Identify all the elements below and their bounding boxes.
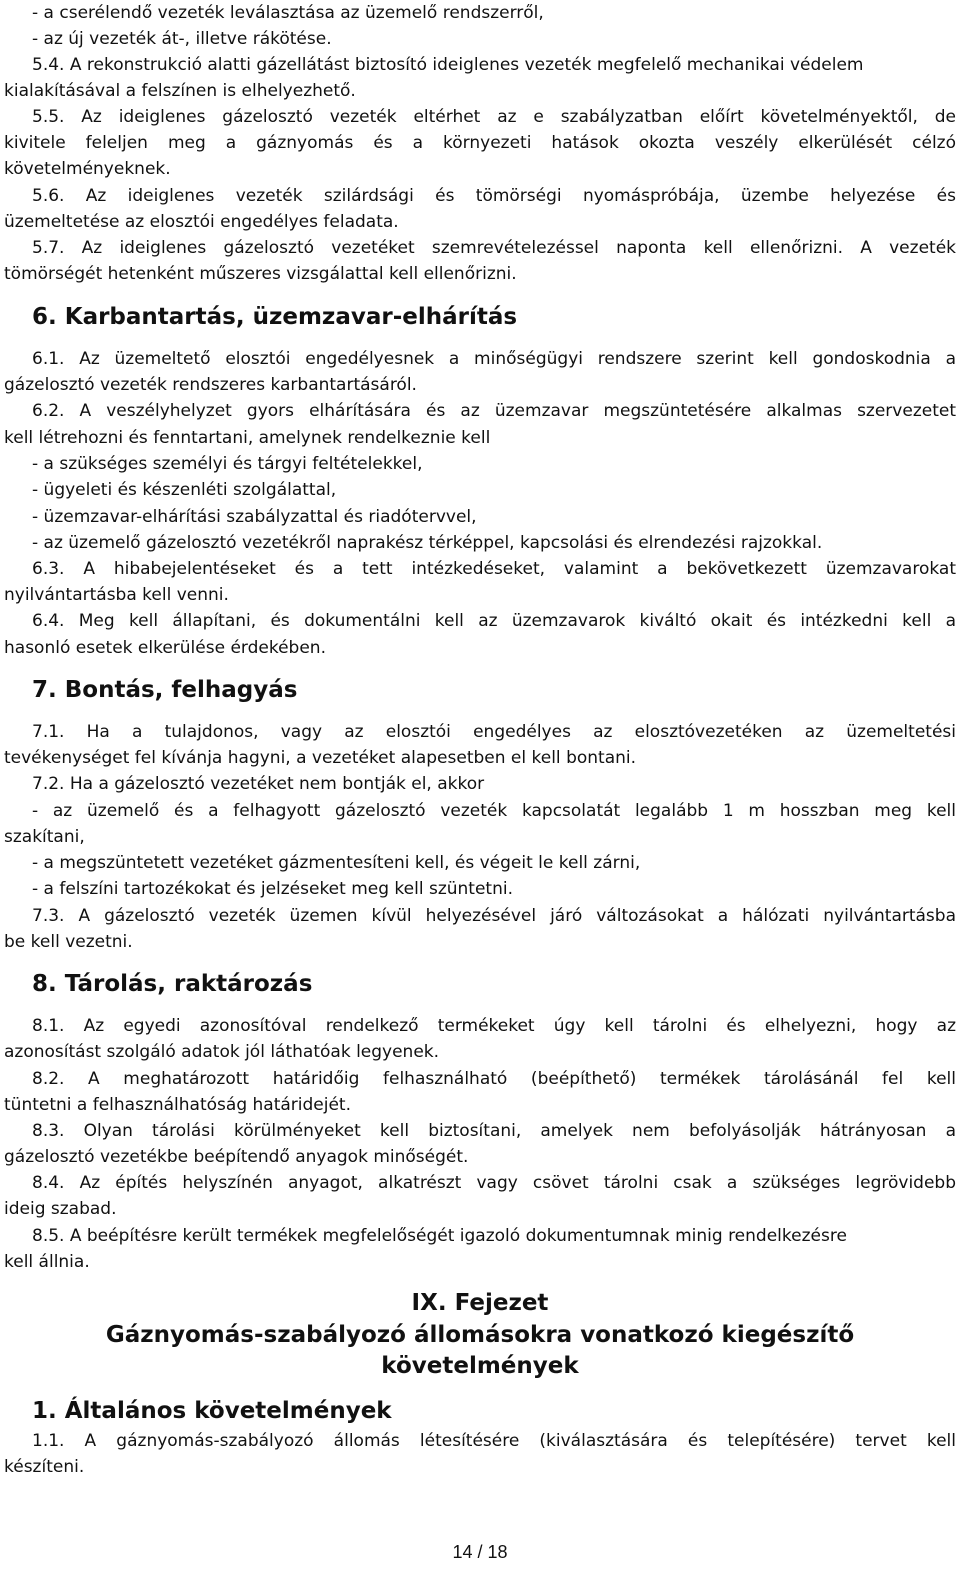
text-line: 6.3. A hibabejelentéseket és a tett intézkedéseket, valamint a bekövetkezett üzemzavarokat (32, 559, 956, 579)
text-line: - az új vezeték át-, illetve rákötése. (32, 29, 332, 49)
text-line: - az üzemelő és a felhagyott gázelosztó vezeték kapcsolatát legalább 1 m hosszban meg kell (32, 801, 956, 821)
chapter-title: IX. Fejezet (411, 1290, 549, 1316)
text-line: be kell vezetni. (4, 932, 133, 952)
text-line: kivitele feleljen meg a gáznyomás és a környezeti hatások okozta veszély elkerülését célzó (4, 133, 956, 153)
text-line: gázelosztó vezetékbe beépítendő anyagok minőségét. (4, 1147, 469, 1167)
text-line: 5.4. A rekonstrukció alatti gázellátást biztosító ideiglenes vezeték megfelelő mechanikai védelem (32, 55, 864, 75)
text-line: 8.1. Az egyedi azonosítóval rendelkező termékeket úgy kell tárolni és elhelyezni, hogy az (32, 1016, 956, 1036)
text-line: nyilvántartásba kell venni. (4, 585, 229, 605)
text-line: szakítani, (4, 827, 85, 847)
text-line: 7.1. Ha a tulajdonos, vagy az elosztói engedélyes az elosztóvezetéken az üzemeltetési (32, 722, 956, 742)
text-line: ideig szabad. (4, 1199, 117, 1219)
text-line: 8.3. Olyan tárolási körülményeket kell biztosítani, amelyek nem befolyásolják hátrányosan a (32, 1121, 956, 1141)
text-line: 5.5. Az ideiglenes gázelosztó vezeték eltérhet az e szabályzatban előírt követelményektől, de (32, 107, 956, 127)
text-line: tevékenységet fel kívánja hagyni, a vezetéket alapesetben el kell bontani. (4, 748, 637, 768)
text-line: 8.5. A beépítésre került termékek megfelelőségét igazoló dokumentumnak minig rendelkezésre (32, 1226, 847, 1246)
text-line: - a megszüntetett vezetéket gázmentesíteni kell, és végeit le kell zárni, (32, 853, 641, 873)
text-line: hasonló esetek elkerülése érdekében. (4, 638, 326, 658)
text-line: 6.4. Meg kell állapítani, és dokumentálni kell az üzemzavarok kiváltó okait és intézkedni kell a (32, 611, 956, 631)
text-line: 6.1. Az üzemeltető elosztói engedélyesnek a minőségügyi rendszere szerint kell gondoskodnia a (32, 349, 956, 369)
text-line: - ügyeleti és készenléti szolgálattal, (32, 480, 337, 500)
text-line: gázelosztó vezeték rendszeres karbantartásáról. (4, 375, 417, 395)
text-line: - a felszíni tartozékokat és jelzéseket meg kell szüntetni. (32, 879, 513, 899)
chapter-subtitle: követelmények (381, 1353, 579, 1379)
text-line: tömörségét hetenként műszeres vizsgálattal kell ellenőrizni. (4, 264, 517, 284)
text-line: 8.4. Az építés helyszínén anyagot, alkatrészt vagy csövet tárolni csak a szükséges legrövidebb (32, 1173, 956, 1193)
section-heading: 8. Tárolás, raktározás (32, 971, 313, 997)
page-number: 14 / 18 (452, 1542, 508, 1562)
text-line: 7.3. A gázelosztó vezeték üzemen kívül helyezésével járó változásokat a hálózati nyilvántartásba (32, 906, 956, 926)
text-line: azonosítást szolgáló adatok jól láthatóak legyenek. (4, 1042, 440, 1062)
text-line: készíteni. (4, 1457, 85, 1477)
text-line: - üzemzavar-elhárítási szabályzattal és riadótervvel, (32, 507, 477, 527)
section-heading: 6. Karbantartás, üzemzavar-elhárítás (32, 304, 518, 330)
text-line: - az üzemelő gázelosztó vezetékről naprakész térképpel, kapcsolási és elrendezési rajzokkal. (32, 533, 823, 553)
text-line: 1.1. A gáznyomás-szabályozó állomás létesítésére (kiválasztására és telepítésére) tervet kell (32, 1431, 956, 1451)
text-line: 5.6. Az ideiglenes vezeték szilárdsági és tömörségi nyomáspróbája, üzembe helyezése és (32, 186, 956, 206)
text-line: - a szükséges személyi és tárgyi feltételekkel, (32, 454, 423, 474)
text-line: kell létrehozni és fenntartani, amelynek rendelkeznie kell (4, 428, 491, 448)
text-line: 6.2. A veszélyhelyzet gyors elhárítására és az üzemzavar megszüntetésére alkalmas szervezetet (32, 401, 956, 421)
text-line: követelményeknek. (4, 159, 171, 179)
text-line: 8.2. A meghatározott határidőig felhasználható (beépíthető) termékek tárolásánál fel kell (32, 1069, 956, 1089)
text-line: 7.2. Ha a gázelosztó vezetéket nem bontják el, akkor (32, 774, 485, 794)
text-line: tüntetni a felhasználhatóság határidejét. (4, 1095, 351, 1115)
text-line: üzemeltetése az elosztói engedélyes feladata. (4, 212, 399, 232)
text-line: kialakításával a felszínen is elhelyezhető. (4, 81, 356, 101)
text-line: kell állnia. (4, 1252, 90, 1272)
section-heading: 7. Bontás, felhagyás (32, 677, 298, 703)
text-line: - a cserélendő vezeték leválasztása az üzemelő rendszerről, (32, 3, 544, 23)
chapter-subtitle: Gáznyomás-szabályozó állomásokra vonatkozó kiegészítő (105, 1322, 855, 1348)
section-heading: 1. Általános követelmények (32, 1398, 392, 1424)
text-line: 5.7. Az ideiglenes gázelosztó vezetéket szemrevételezéssel naponta kell ellenőrizni. A vezeték (32, 238, 956, 258)
